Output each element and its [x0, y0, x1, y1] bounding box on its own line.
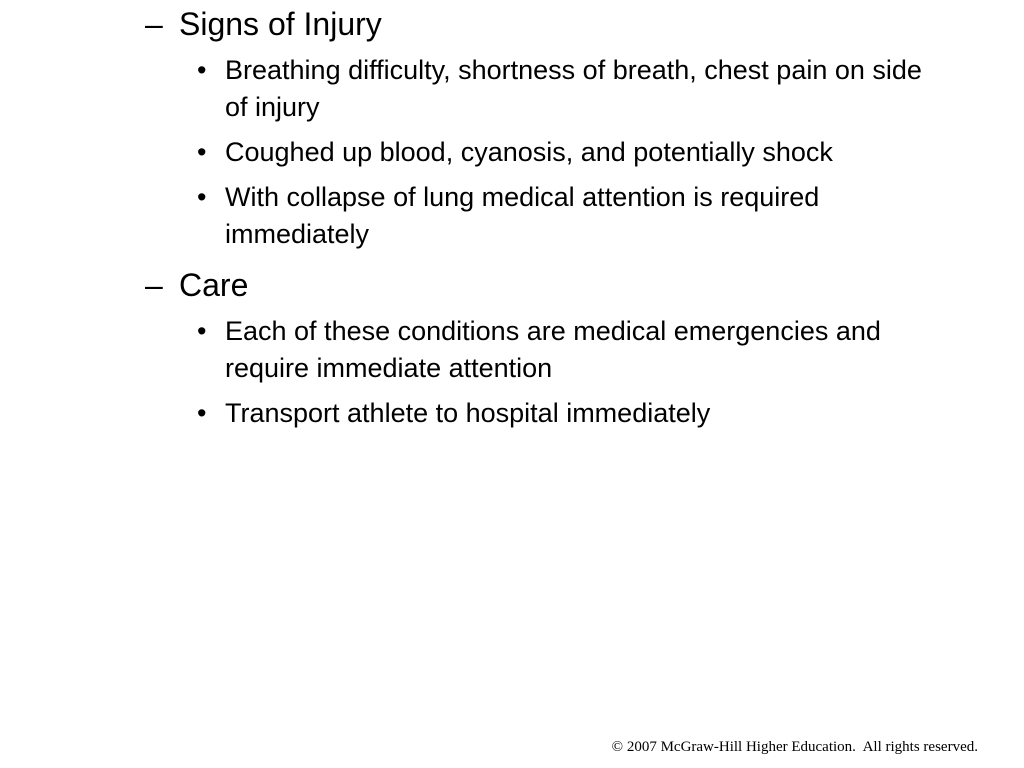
bullet-icon: • [197, 55, 207, 85]
bullet-text: Coughed up blood, cyanosis, and potentially shock [225, 137, 833, 167]
bullet-icon: • [197, 182, 207, 212]
section-care [145, 265, 945, 432]
bullet-text: With collapse of lung medical attention is required immediately [225, 182, 820, 249]
bullet-icon: • [197, 137, 207, 167]
dash-marker: – [145, 267, 163, 303]
bullet-icon: • [197, 316, 207, 346]
bullet-text: Transport athlete to hospital immediately [225, 398, 711, 428]
bullet-item [197, 134, 945, 171]
bullet-list [145, 313, 945, 432]
bullet-icon: • [197, 398, 207, 428]
bullet-item [197, 313, 945, 387]
slide-content [145, 4, 945, 440]
bullet-item [197, 395, 945, 432]
bullet-text: Each of these conditions are medical emergencies and require immediate attention [225, 316, 881, 383]
bullet-text: Breathing difficulty, shortness of breath, chest pain on side of injury [225, 55, 922, 122]
dash-marker: – [145, 6, 163, 42]
bullet-item [197, 179, 945, 253]
copyright-footer: © 2007 McGraw-Hill Higher Education. All rights reserved. [611, 739, 978, 755]
bullet-item [197, 52, 945, 126]
section-heading [145, 265, 945, 305]
section-heading [145, 4, 945, 44]
section-heading-text: Care [179, 267, 249, 303]
section-heading-text: Signs of Injury [179, 6, 382, 42]
bullet-list [145, 52, 945, 253]
section-signs-of-injury [145, 4, 945, 253]
